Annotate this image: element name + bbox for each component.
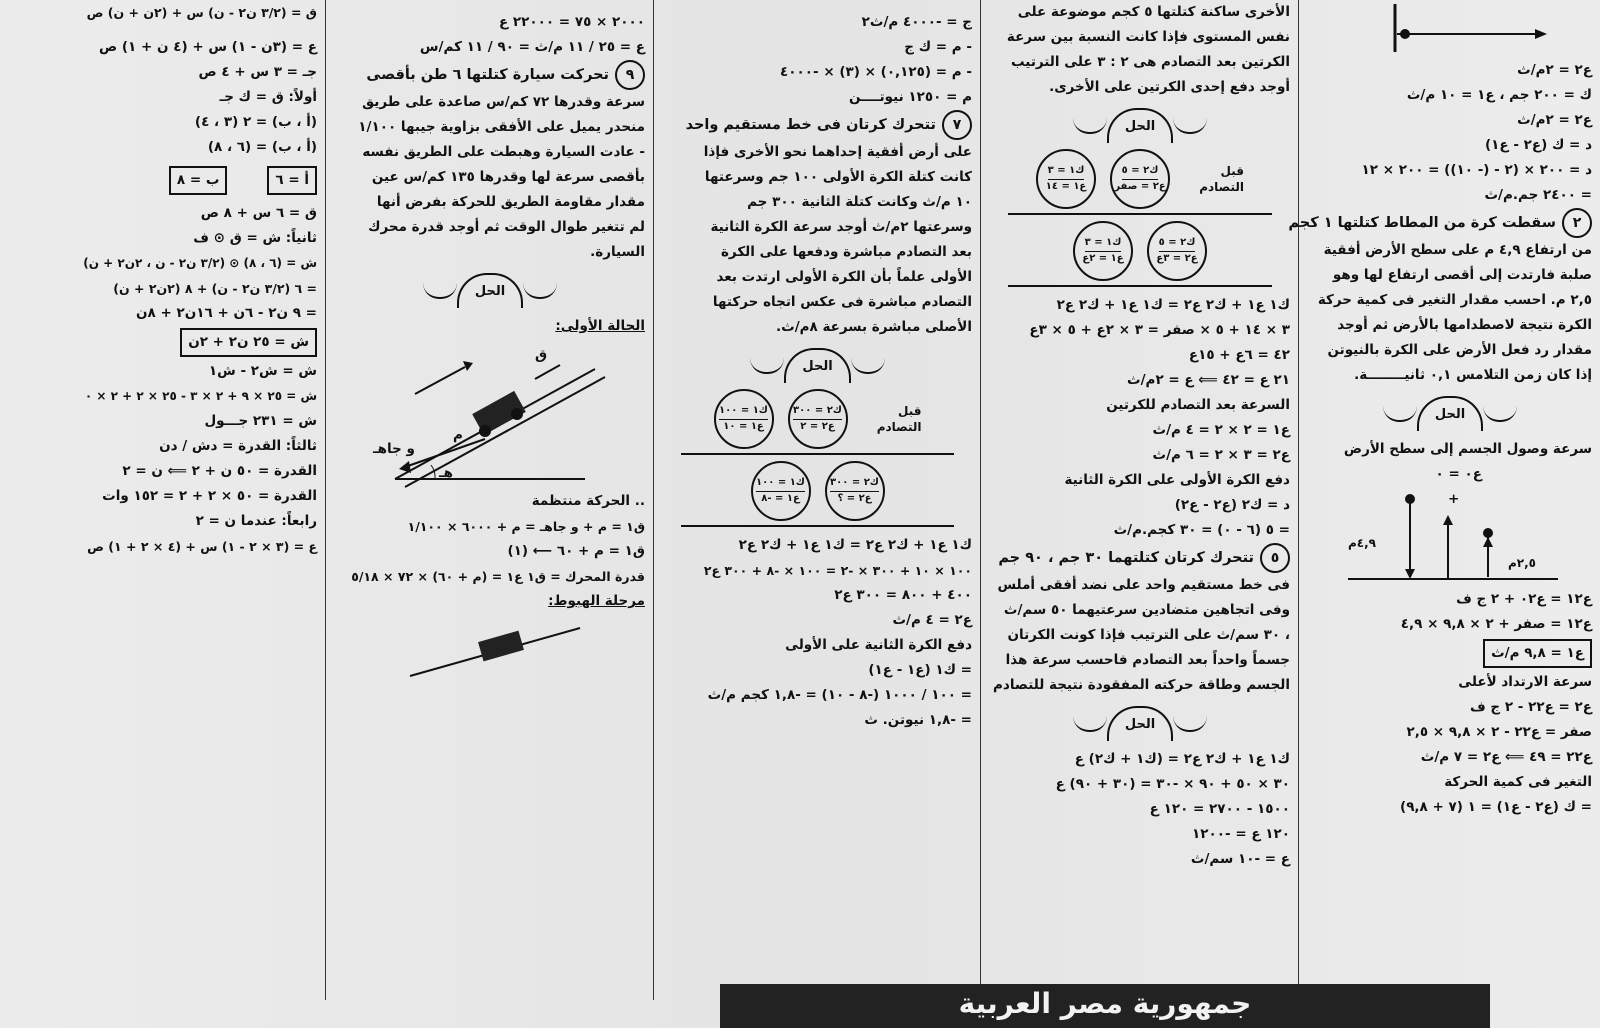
column-rule	[1298, 0, 1299, 1000]
text-line: ٤٠٠ + ٨٠٠ = ٣٠٠ ع٢	[834, 587, 972, 603]
text-line: ق١ = م + و جاهـ = م + ٦٠٠٠ × ١/١٠٠	[407, 519, 645, 534]
text-line: الأصلى مباشرة بسرعة ٨م/ث.	[776, 319, 972, 335]
before-label: قبل التصادم	[1199, 164, 1244, 194]
text-line: القدرة = ٥٠ × ٢ + ٢ = ١٥٢ وات	[102, 488, 317, 504]
text-line: ق١ = م + ٦٠ ⟵ (١)	[507, 543, 645, 559]
question-number: ٥	[1260, 543, 1290, 573]
boxed-results-row	[8, 164, 317, 197]
text-line: = ٢٤٠٠ جم.م/ث	[1484, 187, 1592, 203]
solution-label: الحل	[1107, 108, 1173, 143]
collision-after	[990, 221, 1290, 281]
text-line: ك١ ع١ + ك٢ ع٢ = ك١ ع١ + ك٢ ع٢	[738, 537, 972, 553]
text-line: أولاً: ق = ك جـ	[219, 89, 317, 105]
text-line: ع٠ = ٠	[1435, 466, 1482, 482]
text-line: ك١ ع١ + ك٢ ع٢ = (ك١ + ك٢) ع	[1074, 751, 1290, 767]
column-2	[982, 0, 1298, 1000]
boxed-result: أ = ٦	[267, 166, 317, 195]
question-text: تتحرك كرتان كتلتهما ٣٠ جم ، ٩٠ جم	[998, 549, 1254, 566]
text-line: = -١,٨ نيوتن. ث	[864, 712, 972, 728]
text-line: د = ٢٠٠ × (٢ - (- ١٠)) = ٢٠٠ × ١٢	[1361, 162, 1592, 178]
text-line: الأخرى ساكنة كتلتها ٥ كجم موضوعة على	[1017, 4, 1290, 20]
ground-line	[681, 453, 954, 455]
text-line: من ارتفاع ٤,٩ م على سطح الأرض أفقية	[1323, 242, 1592, 258]
text-line: منحدر يميل على الأفقى بزاوية جيبها ١/١٠٠	[358, 119, 645, 135]
text-line: الكرة نتيجة لاصطدامها بالأرض ثم أوجد	[1337, 317, 1592, 333]
text-line: ١٠٠ × ١٠ + ٣٠٠ × -٢ = ١٠٠ × -٨ + ٣٠٠ ع٢	[703, 563, 972, 578]
text-line: ك = ٢٠٠ جم ، ع١ = ١٠ م/ث	[1406, 87, 1592, 103]
text-line: ثانياً: ش = ق ⊙ ف	[193, 230, 317, 246]
text-line: التغير فى كمية الحركة	[1444, 774, 1592, 790]
text-line: - م = (٠,١٢٥) × (٣) × -٤٠٠٠	[780, 64, 972, 80]
text-line: دفع الكرة الثانية على الأولى	[785, 637, 972, 653]
text-line: ع٢ = ٢م/ث	[1517, 112, 1592, 128]
collision-after	[663, 461, 972, 521]
text-line: ج = -٤٠٠٠ م/ث٢	[861, 14, 972, 30]
text-line: الأولى علماً بأن الكرة الأولى ارتدت بعد	[716, 269, 972, 285]
text-line: على أرض أفقية إحداهما نحو الأخرى فإذا	[703, 144, 972, 160]
text-line: ش = ٢٣١ جـــول	[204, 413, 317, 429]
case-heading: مرحلة الهبوط:	[548, 593, 645, 609]
text-line: سرعة وقدرها ٧٢ كم/س صاعدة على طريق	[362, 94, 645, 110]
before-label: قبل التصادم	[876, 404, 922, 434]
text-line: فى خط مستقيم واحد على نضد أفقى أملس	[997, 577, 1290, 593]
ball: ك١ = ١٠٠ ع١ = ١٠	[714, 389, 774, 449]
text-line: ع٢ = ٤ م/ث	[892, 612, 972, 628]
column-1	[1288, 0, 1600, 1000]
bounce-diagram	[1308, 487, 1592, 587]
ball: ك٢ = ٣٠٠ ع٢ = ٢	[788, 389, 848, 449]
text-line: السرعة بعد التصادم للكرتين	[1106, 397, 1290, 413]
column-rule	[980, 0, 981, 1000]
column-5	[0, 0, 325, 1000]
text-line: = ١٠٠ / ١٠٠٠ (-٨ - ١٠) = -١,٨ كجم م/ث	[707, 687, 972, 703]
text-line: = ك (ع٢ - ع١) = ١ (٧ + ٩,٨)	[1400, 799, 1592, 815]
text-line: الجسم وطاقة حركته المفقودة نتيجة للتصادم	[993, 677, 1290, 693]
text-line: ع١ = ٢ × ٢ = ٤ م/ث	[1152, 422, 1290, 438]
text-line: ش = ٢٥ × ٩ + ٢ × ٣ - ٢٥ × ٢ + ٢ × ٠	[84, 389, 317, 403]
text-line: ١٠ م/ث وكانت كتلة الثانية ٣٠٠ جم	[747, 194, 972, 210]
question-text: سقطت كرة من المطاط كتلتها ١ كجم	[1288, 214, 1556, 231]
footer-banner	[720, 984, 1490, 1028]
text-line: ش = ش٢ - ش١	[208, 363, 317, 379]
text-line: أوجد دفع إحدى الكرتين على الأخرى.	[1049, 79, 1290, 95]
text-line: - م = ك ج	[904, 39, 972, 55]
solution-header	[990, 108, 1290, 143]
ball: ك٢ = ٥ ع٢ = ٣ع	[1147, 221, 1207, 281]
text-line: ع١٢ = ع٠٢ + ٢ ج ف	[1456, 591, 1592, 607]
ground-line	[1008, 213, 1272, 215]
ball: ك١ = ١٠٠ ع١ = -٨	[751, 461, 811, 521]
text-line: .. الحركة منتظمة	[531, 493, 645, 509]
text-line: م = ١٢٥٠ نيوتــــن	[849, 89, 972, 105]
text-line: مقدار مقاومة الطريق للحركة بفرض أنها	[376, 194, 645, 210]
solution-header	[1308, 396, 1592, 431]
text-line: قدرة المحرك = ق١ ع١ = (م + ٦٠) × ٧٢ × ٥/١٨	[351, 569, 645, 584]
text-line: مقدار رد فعل الأرض على الكرة بالنيوتن	[1327, 342, 1592, 358]
text-line: د = ك (ع٢ - ع١)	[1484, 137, 1592, 153]
question-text: تحركت سيارة كتلتها ٦ طن بأقصى	[366, 66, 609, 83]
solution-label: الحل	[1417, 396, 1483, 431]
text-line: ك١ ع١ + ك٢ ع٢ = ك١ ع١ + ك٢ ع٢	[1056, 297, 1290, 313]
text-line: وفى اتجاهين متضادين سرعتيهما ٥٠ سم/ث	[1003, 602, 1290, 618]
ball: ك١ = ٣ ع١ = ١٤	[1036, 149, 1096, 209]
text-line: (أ ، ب) = (٦ ، ٨)	[207, 139, 317, 155]
text-line: ع١٢ = صفر + ٢ × ٩,٨ × ٤,٩	[1400, 616, 1592, 632]
text-line: ٣ × ١٤ + ٥ × صفر = ٣ × ٢ع + ٥ × ٣ع	[1029, 322, 1290, 338]
text-line: نفس المستوى فإذا كانت النسبة بين سرعة	[1006, 29, 1290, 45]
text-line: ٣٠ × ٥٠ + ٩٠ × -٣٠ = (٣٠ + ٩٠) ع	[1055, 776, 1290, 792]
text-line: ع = ٢٥ / ١١ م/ث = ٩٠ / ١١ كم/س	[419, 39, 645, 55]
text-line: - عادت السيارة وهبطت على الطريق نفسه	[362, 144, 645, 160]
text-line: كانت كتلة الكرة الأولى ١٠٠ جم وسرعتها	[704, 169, 972, 185]
ground-line	[681, 525, 954, 527]
text-line: ع٢ = ٢م/ث	[1517, 62, 1592, 78]
ball: ك٢ = ٣٠٠ ع٢ = ؟	[825, 461, 885, 521]
boxed-result: ش = ٢٥ ن٢ + ٢ن	[180, 328, 317, 357]
ground-line	[1008, 285, 1272, 287]
text-line: (أ ، ب) = ٢ (٣ ، ٤)	[194, 114, 317, 130]
question-heading	[335, 60, 645, 90]
text-line: د = ك٢ (ع٢ - ع٢)	[1174, 497, 1290, 513]
text-line: سرعة وصول الجسم إلى سطح الأرض	[1343, 441, 1592, 457]
text-line: صفر = ع٢٢ - ٢ × ٩,٨ × ٢,٥	[1406, 724, 1592, 740]
column-rule	[325, 0, 326, 1000]
solution-label: الحل	[457, 273, 523, 308]
text-line: ع = (٣ن - ١) س + (٤ ن + ١) ص	[99, 39, 317, 55]
text-line: ق = ٦ س + ٨ ص	[200, 205, 317, 221]
boxed-result: ع١ = ٩,٨ م/ث	[1483, 639, 1592, 668]
text-line: ١٥٠٠ - ٢٧٠٠ = ١٢٠ ع	[1149, 801, 1290, 817]
text-line: = ٩ ن٢ - ٦ن + ١٦ن٢ + ٨ن	[135, 305, 317, 321]
text-line: السيارة.	[590, 244, 645, 260]
text-line: التصادم مباشرة فى عكس اتجاه حركتها	[712, 294, 972, 310]
height-label: ٢,٥م	[1508, 556, 1537, 570]
text-line: ٢٠٠٠ × ٧٥ = ٢٢٠٠٠ ع	[498, 14, 645, 30]
text-line: ٢١ ع = ٤٢ ⟸ ع = ٢م/ث	[1127, 372, 1290, 388]
text-line: بأقصى سرعة لها وقدرها ١٣٥ كم/س عين	[371, 169, 645, 185]
solution-header	[990, 706, 1290, 741]
banner-text: جمهورية مصر العربية	[958, 987, 1252, 1020]
text-line: رابعاً: عندما ن = ٢	[195, 513, 317, 529]
text-line: دفع الكرة الأولى على الكرة الثانية	[1064, 472, 1290, 488]
force-label: ق	[535, 347, 548, 363]
text-line: سرعة الارتداد لأعلى	[1458, 674, 1592, 690]
text-line: ، ٣٠ سم/ث على الترتيب فإذا كونت الكرتان	[1007, 627, 1290, 643]
question-heading	[990, 543, 1290, 573]
ball: ك١ = ٣ ع١ = ٢ع	[1073, 221, 1133, 281]
text-line: = ٥ (٦ - ٠) = ٣٠ كجم.م/ث	[1113, 522, 1290, 538]
text-line: ش = (٦ ، ٨) ⊙ (٣/٢ ن٢ - ن ، ٢ن٢ + ن)	[83, 256, 317, 270]
question-heading	[1288, 208, 1592, 238]
ramp-arrow-diagram	[1335, 4, 1565, 54]
solution-header	[335, 273, 645, 308]
question-number: ٢	[1562, 208, 1592, 238]
height-label: ٤,٩م	[1348, 536, 1377, 550]
solution-header	[663, 348, 972, 383]
text-line: ١٢٠ ع = -١٢٠٠	[1192, 826, 1290, 842]
text-line: وسرعتها ٢م/ث أوجد سرعة الكرة الثانية	[710, 219, 972, 235]
plus-sign: +	[1448, 491, 1460, 507]
solution-label: الحل	[1107, 706, 1173, 741]
question-text: تتحرك كرتان فى خط مستقيم واحد	[685, 116, 936, 133]
text-line: ثالثاً: القدرة = دش / دن	[159, 438, 317, 454]
text-line: = ك١ (ع١ - ع١)	[868, 662, 972, 678]
column-4	[327, 0, 653, 1000]
text-line: = ٦ (٣/٢ ن٢ - ن) + ٨ (٢ن٢ + ن)	[113, 281, 317, 296]
text-line: ع٢ = ع٢٢ - ٢ ج ف	[1470, 699, 1592, 715]
text-line: جـ = ٣ س + ٤ ص	[198, 64, 317, 80]
case-heading: الحالة الأولى:	[555, 318, 645, 334]
angle-label: هـ	[439, 465, 453, 481]
text-line: القدرة = ٥٠ ن + ٢ ⟸ ن = ٢	[122, 463, 317, 479]
text-line: ٢,٥ م. احسب مقدار التغير فى كمية حركة	[1317, 292, 1592, 308]
text-line: لم تتغير طوال الوقت ثم أوجد قدرة محرك	[368, 219, 645, 235]
text-line: ع٢٢ = ٤٩ ⟸ ع٢ = ٧ م/ث	[1420, 749, 1592, 765]
question-heading	[663, 110, 972, 140]
text-line: ع٢ = ٣ × ٢ = ٦ م/ث	[1152, 447, 1290, 463]
text-line: ع = (٣ × ٢ - ١) س + (٤ × ٢ + ١) ص	[87, 539, 317, 554]
collision-before	[990, 149, 1290, 209]
text-line: جسماً واحداً بعد التصادم فاحسب سرعة هذا	[1005, 652, 1290, 668]
text-line: ق = (٣/٢ ن٢ - ن) س + (٢ن + ن) ص	[86, 5, 317, 20]
text-line: إذا كان زمن التلامس ٠,١ ثانيــــــــة.	[1354, 367, 1592, 383]
collision-before	[663, 389, 972, 449]
force-label: و جاهـ	[373, 441, 415, 457]
question-number: ٩	[615, 60, 645, 90]
text-line: بعد التصادم مباشرة ودفعها على الكرة	[720, 244, 972, 260]
column-rule	[653, 0, 654, 1000]
text-line: الكرتين بعد التصادم هى ٢ : ٣ على الترتيب	[1011, 54, 1290, 70]
boxed-result: ب = ٨	[169, 166, 228, 195]
solution-label: الحل	[784, 348, 850, 383]
descent-car-diagram	[390, 618, 590, 678]
text-line: ع = -١٠ سم/ث	[1190, 851, 1290, 867]
force-label: م	[453, 427, 463, 443]
ball: ك٢ = ٥ ع٢ = صفر	[1110, 149, 1170, 209]
question-number: ٧	[942, 110, 972, 140]
text-line: صلبة فارتدت إلى أقصى ارتفاع لها وهو	[1332, 267, 1592, 283]
incline-car-diagram	[335, 339, 645, 489]
text-line: ٤٢ = ٦ع + ١٥ع	[1188, 347, 1290, 363]
column-3	[655, 0, 980, 1000]
